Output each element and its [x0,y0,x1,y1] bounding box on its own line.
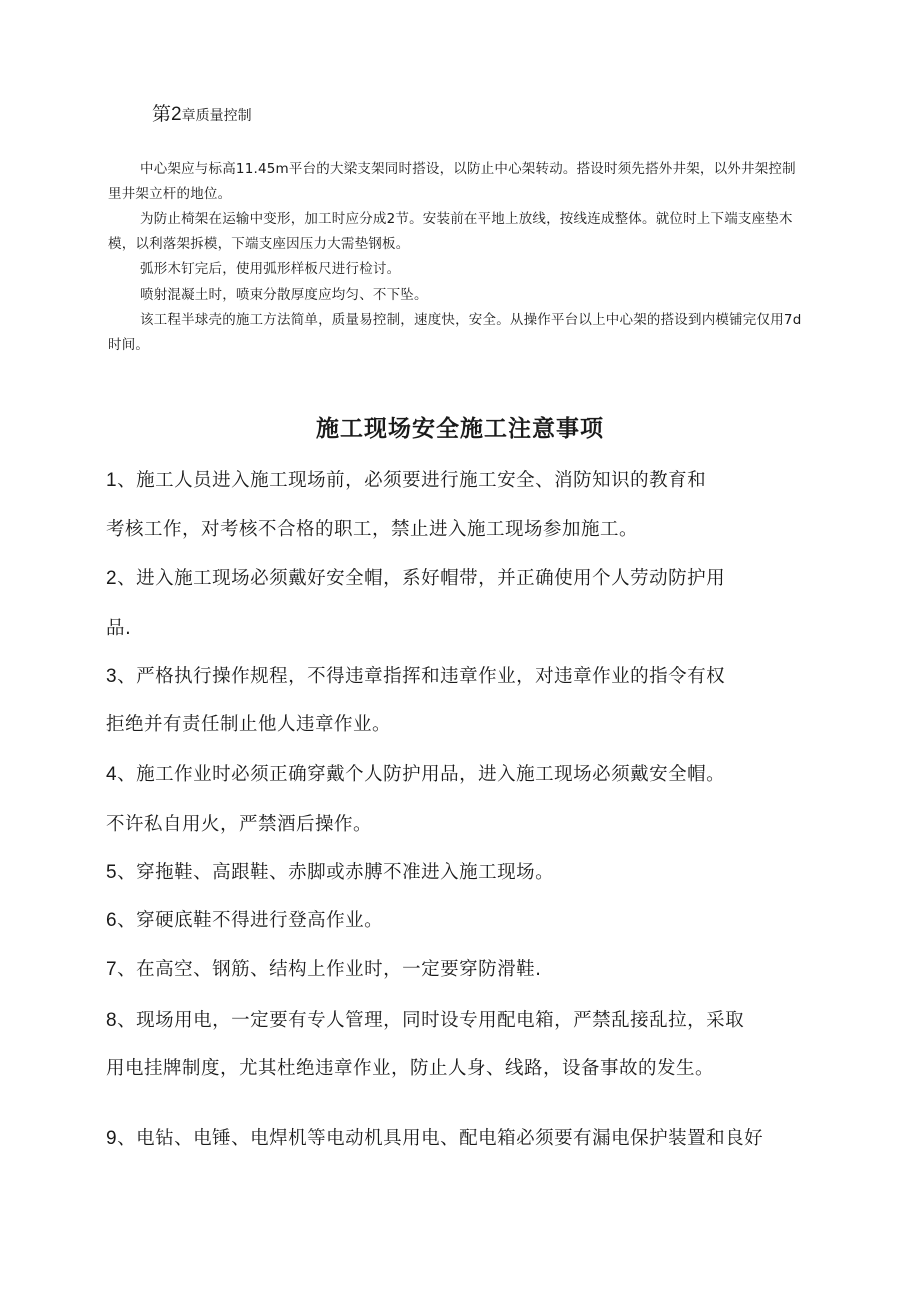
rule-line [106,760,725,790]
rule-text: 不许私自用火，严禁酒后操作。 [106,814,373,835]
rule-text: 、电钻、电锤、电焊机等电动机具用电、配电箱必须要有漏电保护装置和良好 [117,1128,764,1149]
rule-text: 考核工作，对考核不合格的职工，禁止进入施工现场参加施工。 [106,519,639,540]
rule-line [106,1124,763,1154]
rule-line [106,906,383,936]
rule-line [106,1054,714,1084]
rule-line [106,858,554,888]
rule-text: 、进入施工现场必须戴好安全帽，系好帽带，并正确使用个人劳动防护用 [117,568,726,589]
rule-text: 品. [106,618,132,639]
rule-line [106,810,372,840]
body-paragraph: 中心架应与标高11.45m平台的大梁支架同时搭设，以防止中心架转动。搭设时须先搭外井架，以外井架控制里井架立杆的地位。 [108,161,796,202]
rule-number: 7 [106,959,118,980]
rule-line [106,662,725,692]
rule-line [106,955,541,985]
rule-line [106,564,725,594]
body-paragraph: 喷射混凝土时，喷束分散厚度应均匀、不下坠。 [140,287,428,303]
rule-line [106,614,131,644]
rule-text: 、严格执行操作规程，不得违章指挥和违章作业，对违章作业的指令有权 [117,666,726,687]
rule-number: 1 [106,470,118,491]
rule-text: 、穿硬底鞋不得进行登高作业。 [117,910,384,931]
body-paragraph: 为防止椅架在运输中变形，加工时应分成2节。安装前在平地上放线，按线连成整体。就位时上下端支座垫木模，以利落架拆模，下端支座因压力大需垫钢板。 [108,211,793,252]
body-paragraph: 该工程半球壳的施工方法简单，质量易控制，速度快，安全。从操作平台以上中心架的搭设到内模铺完仅用7d时间。 [108,312,802,353]
rule-number: 8 [106,1010,118,1031]
rule-text: 拒绝并有责任制止他人违章作业。 [106,714,392,735]
rule-number: 4 [106,764,118,785]
rule-line [106,1006,744,1036]
chapter-heading [152,104,252,127]
chapter-number: 第2 [152,104,182,125]
rule-text: 、穿拖鞋、高跟鞋、赤脚或赤膊不准进入施工现场。 [117,862,555,883]
rule-number: 6 [106,910,118,931]
rule-number: 3 [106,666,118,687]
body-paragraph: 弧形木钉完后，使用弧形样板尺进行检讨。 [140,261,401,277]
rule-text: 、施工人员进入施工现场前，必须要进行施工安全、消防知识的教育和 [117,470,707,491]
rule-text: 、在高空、钢筋、结构上作业时，一定要穿防滑鞋. [117,959,542,980]
rule-line [106,515,638,545]
section-title: 施工现场安全施工注意事项 [316,416,604,442]
rule-line [106,466,706,496]
chapter-title: 章质量控制 [181,108,252,124]
rule-number: 9 [106,1128,118,1149]
rule-line [106,710,391,740]
rule-text: 、现场用电，一定要有专人管理，同时设专用配电箱，严禁乱接乱拉，采取 [117,1010,745,1031]
rule-text: 、施工作业时必须正确穿戴个人防护用品，进入施工现场必须戴安全帽。 [117,764,726,785]
rule-number: 5 [106,862,118,883]
rule-number: 2 [106,568,118,589]
rule-text: 用电挂牌制度，尤其杜绝违章作业，防止人身、线路，设备事故的发生。 [106,1058,715,1079]
